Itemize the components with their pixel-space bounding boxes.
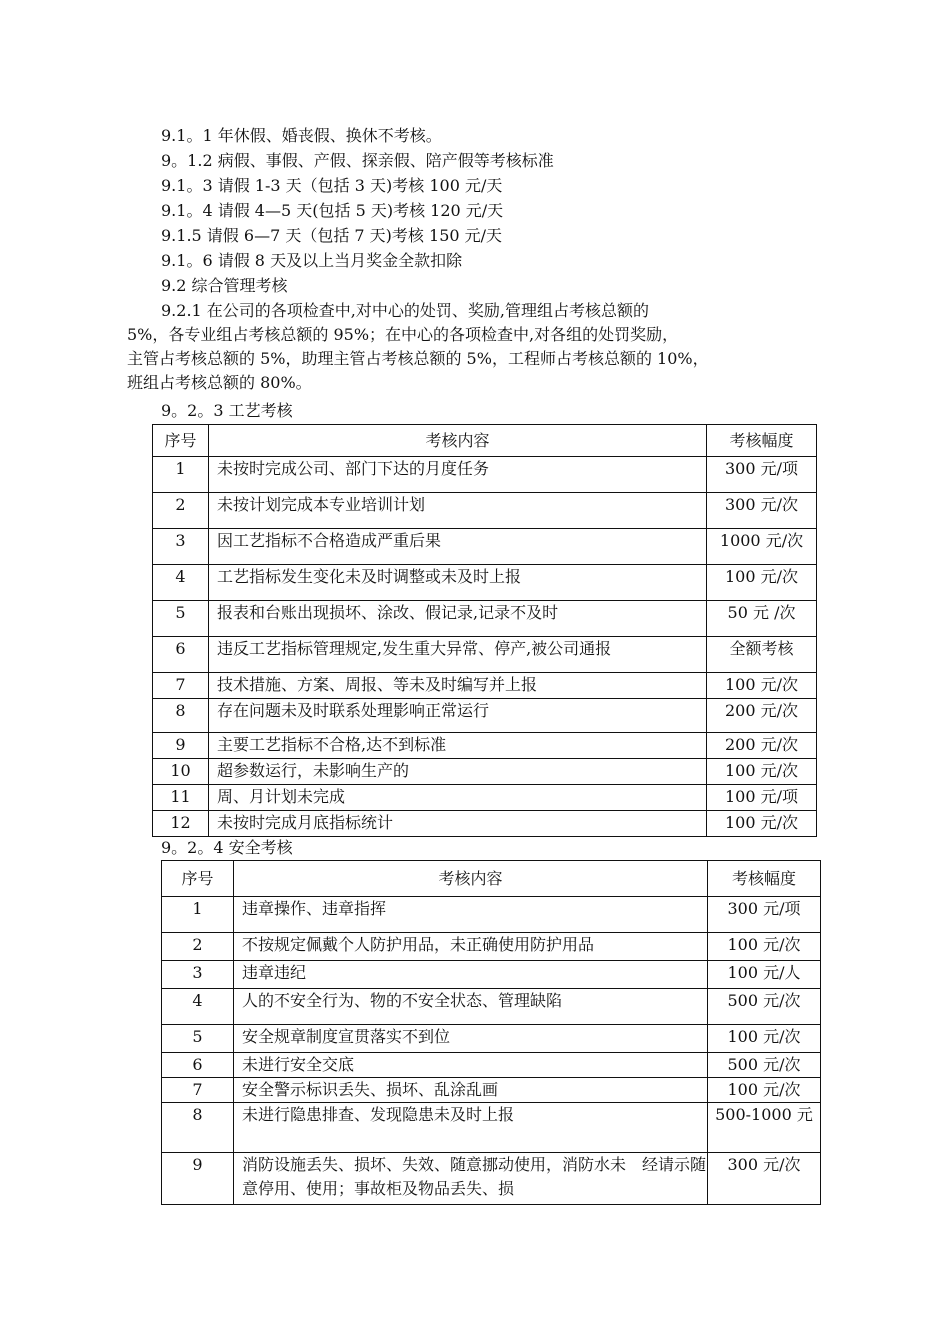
safety-assessment-table [161,860,821,1205]
row-number: 11 [153,785,209,811]
section-heading-9-2: 9.2 综合管理考核 [161,276,288,295]
row-content: 未按计划完成本专业培训计划 [209,493,707,529]
row-number: 10 [153,759,209,785]
table-row [162,1078,821,1103]
row-number: 2 [162,933,234,961]
text-line-9-1-1: 9.1。1 年休假、婚丧假、换休不考核。 [161,126,442,145]
row-amount: 100 元/次 [707,673,817,699]
header-content: 考核内容 [234,861,708,897]
text-line-9-1-4: 9.1。4 请假 4—5 天(包括 5 天)考核 120 元/天 [161,201,504,220]
row-content: 周、月计划未完成 [209,785,707,811]
row-amount: 500 元/次 [708,989,821,1025]
header-content: 考核内容 [209,425,707,457]
row-amount: 100 元/次 [707,811,817,837]
row-number: 6 [153,637,209,673]
table-row [162,933,821,961]
table-row [153,457,817,493]
row-number: 7 [162,1078,234,1103]
row-content: 违章违纪 [234,961,708,989]
row-content: 未进行安全交底 [234,1053,708,1078]
table-row [153,601,817,637]
header-amount: 考核幅度 [707,425,817,457]
table-row [162,1103,821,1153]
table-row [153,699,817,733]
row-amount: 1000 元/次 [707,529,817,565]
paragraph-line: 班组占考核总额的 80%。 [127,373,312,392]
table-row [153,637,817,673]
row-number: 5 [153,601,209,637]
row-amount: 100 元/次 [708,1078,821,1103]
paragraph-line: 主管占考核总额的 5%，助理主管占考核总额的 5%，工程师占考核总额的 10%， [127,349,709,368]
paragraph-line: 5%，各专业组占考核总额的 95%；在中心的各项检查中,对各组的处罚奖励， [127,325,679,344]
row-amount: 500-1000 元 [708,1103,821,1153]
row-content: 未按时完成月底指标统计 [209,811,707,837]
row-amount: 100 元/次 [708,933,821,961]
table-row [153,759,817,785]
row-number: 7 [153,673,209,699]
craft-assessment-table [152,424,817,837]
row-content: 违章操作、违章指挥 [234,897,708,933]
row-content: 不按规定佩戴个人防护用品，未正确使用防护用品 [234,933,708,961]
row-amount: 300 元/次 [708,1153,821,1205]
row-amount: 200 元/次 [707,733,817,759]
row-number: 5 [162,1025,234,1053]
row-number: 8 [153,699,209,733]
row-amount: 100 元/项 [707,785,817,811]
row-content: 安全规章制度宣贯落实不到位 [234,1025,708,1053]
row-content: 未按时完成公司、部门下达的月度任务 [209,457,707,493]
table-row [162,1025,821,1053]
row-amount: 200 元/次 [707,699,817,733]
row-amount: 50 元 /次 [707,601,817,637]
table-row [153,785,817,811]
text-line-9-1-6: 9.1。6 请假 8 天及以上当月奖金全款扣除 [161,251,463,270]
row-content: 技术措施、方案、周报、等未及时编写并上报 [209,673,707,699]
row-content: 未进行隐患排查、发现隐患未及时上报 [234,1103,708,1153]
row-number: 4 [153,565,209,601]
row-amount: 300 元/次 [707,493,817,529]
paragraph-9-2-1 [127,299,807,395]
table-row [162,1053,821,1078]
row-content: 违反工艺指标管理规定,发生重大异常、停产,被公司通报 [209,637,707,673]
row-number: 4 [162,989,234,1025]
row-content: 因工艺指标不合格造成严重后果 [209,529,707,565]
row-amount: 全额考核 [707,637,817,673]
table-row [162,897,821,933]
header-amount: 考核幅度 [708,861,821,897]
row-content: 存在问题未及时联系处理影响正常运行 [209,699,707,733]
row-content: 主要工艺指标不合格,达不到标准 [209,733,707,759]
table-row [153,811,817,837]
text-line-9-1-3: 9.1。3 请假 1-3 天（包括 3 天)考核 100 元/天 [161,176,503,195]
row-number: 9 [153,733,209,759]
table-title-craft: 9。2。3 工艺考核 [161,401,293,420]
row-number: 2 [153,493,209,529]
row-amount: 100 元/次 [707,759,817,785]
row-content: 消防设施丢失、损坏、失效、随意挪动使用，消防水未 经请示随意停用、使用；事故柜及物品丢失、损 [234,1153,708,1205]
table-row [162,1153,821,1205]
row-number: 8 [162,1103,234,1153]
table-row [162,989,821,1025]
table-row [153,565,817,601]
row-number: 6 [162,1053,234,1078]
row-number: 3 [153,529,209,565]
row-amount: 100 元/次 [707,565,817,601]
table-row [153,673,817,699]
table-title-safety: 9。2。4 安全考核 [161,838,293,857]
text-line-9-1-5: 9.1.5 请假 6—7 天（包括 7 天)考核 150 元/天 [161,226,503,245]
row-content: 人的不安全行为、物的不安全状态、管理缺陷 [234,989,708,1025]
row-content: 报表和台账出现损坏、涂改、假记录,记录不及时 [209,601,707,637]
row-content: 安全警示标识丢失、损坏、乱涂乱画 [234,1078,708,1103]
table-row [153,493,817,529]
paragraph-line: 9.2.1 在公司的各项检查中,对中心的处罚、奖励,管理组占考核总额的 [161,301,649,320]
row-content: 超参数运行，未影响生产的 [209,759,707,785]
row-amount: 300 元/项 [708,897,821,933]
row-amount: 500 元/次 [708,1053,821,1078]
row-number: 12 [153,811,209,837]
row-amount: 100 元/人 [708,961,821,989]
row-number: 1 [153,457,209,493]
row-amount: 100 元/次 [708,1025,821,1053]
row-number: 9 [162,1153,234,1205]
table-row [153,529,817,565]
header-number: 序号 [153,425,209,457]
table-row [162,961,821,989]
row-number: 1 [162,897,234,933]
table-row [153,733,817,759]
text-line-9-1-2: 9。1.2 病假、事假、产假、探亲假、陪产假等考核标准 [161,151,554,170]
row-content: 工艺指标发生变化未及时调整或未及时上报 [209,565,707,601]
header-number: 序号 [162,861,234,897]
row-number: 3 [162,961,234,989]
row-amount: 300 元/项 [707,457,817,493]
